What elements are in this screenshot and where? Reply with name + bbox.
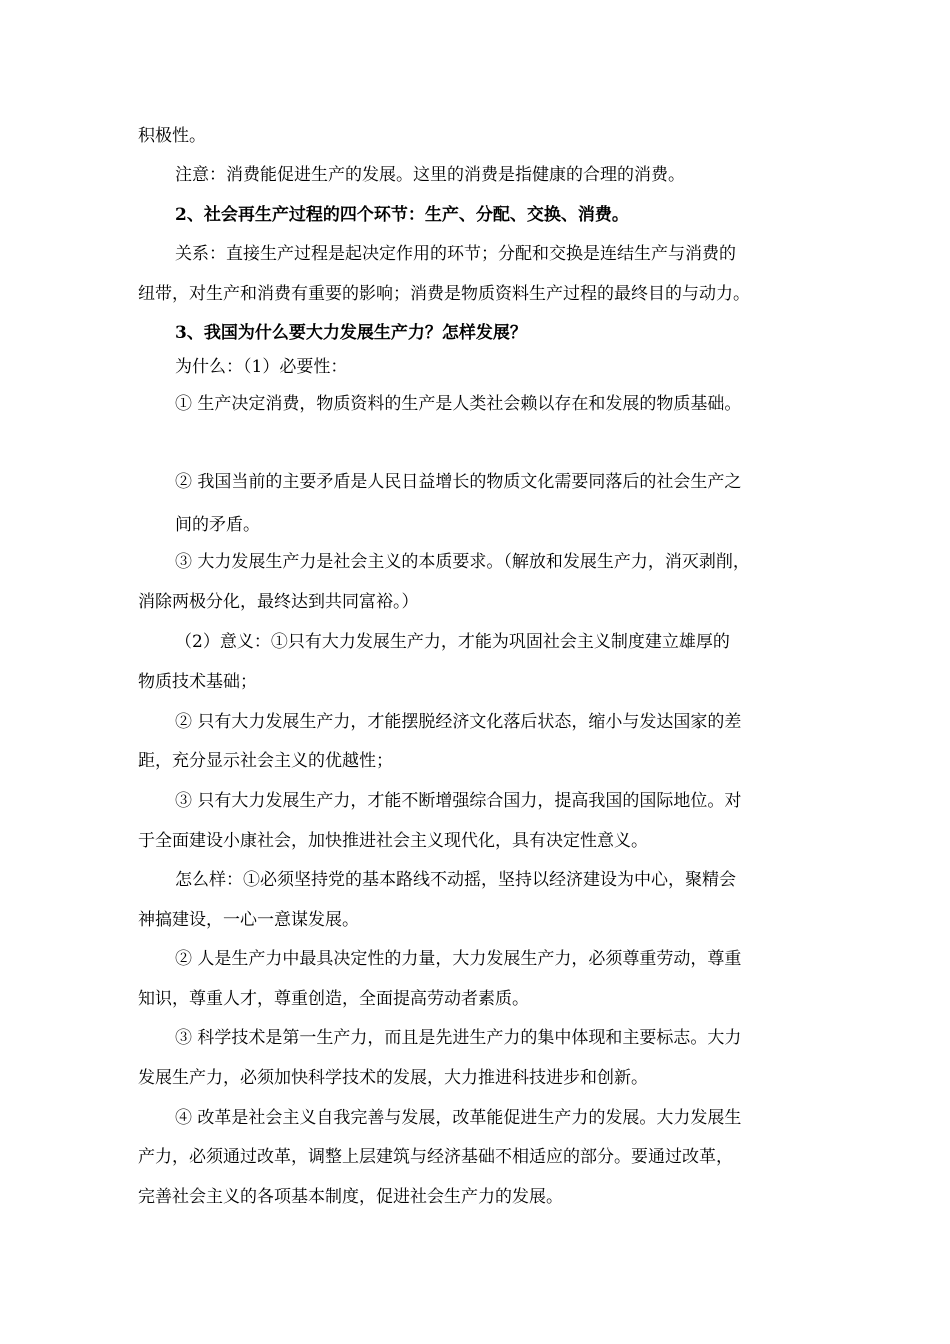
- text-line: 产力，必须通过改革，调整上层建筑与经济基础不相适应的部分。要通过改革，: [138, 1147, 733, 1167]
- text-line: ④ 改革是社会主义自我完善与发展，改革能促进生产力的发展。大力发展生: [175, 1108, 742, 1128]
- text-line: 消除两极分化，最终达到共同富裕。）: [138, 592, 419, 612]
- text-line: ② 只有大力发展生产力，才能摆脱经济文化落后状态，缩小与发达国家的差: [175, 712, 742, 732]
- text-line: 积极性。: [138, 126, 206, 146]
- text-line: 发展生产力，必须加快科学技术的发展，大力推进科技进步和创新。: [138, 1068, 648, 1088]
- text-line: 注意：消费能促进生产的发展。这里的消费是指健康的合理的消费。: [175, 165, 685, 185]
- text-line: 为什么：（1）必要性：: [175, 357, 348, 377]
- text-line: ① 生产决定消费，物质资料的生产是人类社会赖以存在和发展的物质基础。: [175, 394, 742, 414]
- text-line: 于全面建设小康社会，加快推进社会主义现代化，具有决定性意义。: [138, 831, 648, 851]
- text-line: 物质技术基础；: [138, 672, 257, 692]
- text-line: 完善社会主义的各项基本制度，促进社会生产力的发展。: [138, 1187, 563, 1207]
- text-line: 知识，尊重人才，尊重创造，全面提高劳动者素质。: [138, 989, 529, 1009]
- text-line: 怎么样：①必须坚持党的基本路线不动摇，坚持以经济建设为中心，聚精会: [175, 870, 736, 890]
- text-line: ③ 大力发展生产力是社会主义的本质要求。（解放和发展生产力，消灭剥削，: [175, 552, 750, 572]
- text-line: （2）意义：①只有大力发展生产力，才能为巩固社会主义制度建立雄厚的: [175, 632, 730, 652]
- text-line: ③ 科学技术是第一生产力，而且是先进生产力的集中体现和主要标志。大力: [175, 1028, 742, 1048]
- text-line: 关系：直接生产过程是起决定作用的环节；分配和交换是连结生产与消费的: [175, 244, 736, 264]
- text-line: ② 我国当前的主要矛盾是人民日益增长的物质文化需要同落后的社会生产之: [175, 472, 742, 492]
- section-heading: 3、我国为什么要大力发展生产力？怎样发展？: [175, 323, 527, 343]
- section-heading: 2、社会再生产过程的四个环节：生产、分配、交换、消费。: [175, 205, 629, 225]
- text-line: 纽带，对生产和消费有重要的影响；消费是物质资料生产过程的最终目的与动力。: [138, 284, 750, 304]
- text-line: 间的矛盾。: [175, 515, 260, 535]
- text-line: 神搞建设，一心一意谋发展。: [138, 910, 359, 930]
- text-line: ③ 只有大力发展生产力，才能不断增强综合国力，提高我国的国际地位。对: [175, 791, 742, 811]
- text-line: ② 人是生产力中最具决定性的力量，大力发展生产力，必须尊重劳动，尊重: [175, 949, 742, 969]
- text-line: 距，充分显示社会主义的优越性；: [138, 751, 393, 771]
